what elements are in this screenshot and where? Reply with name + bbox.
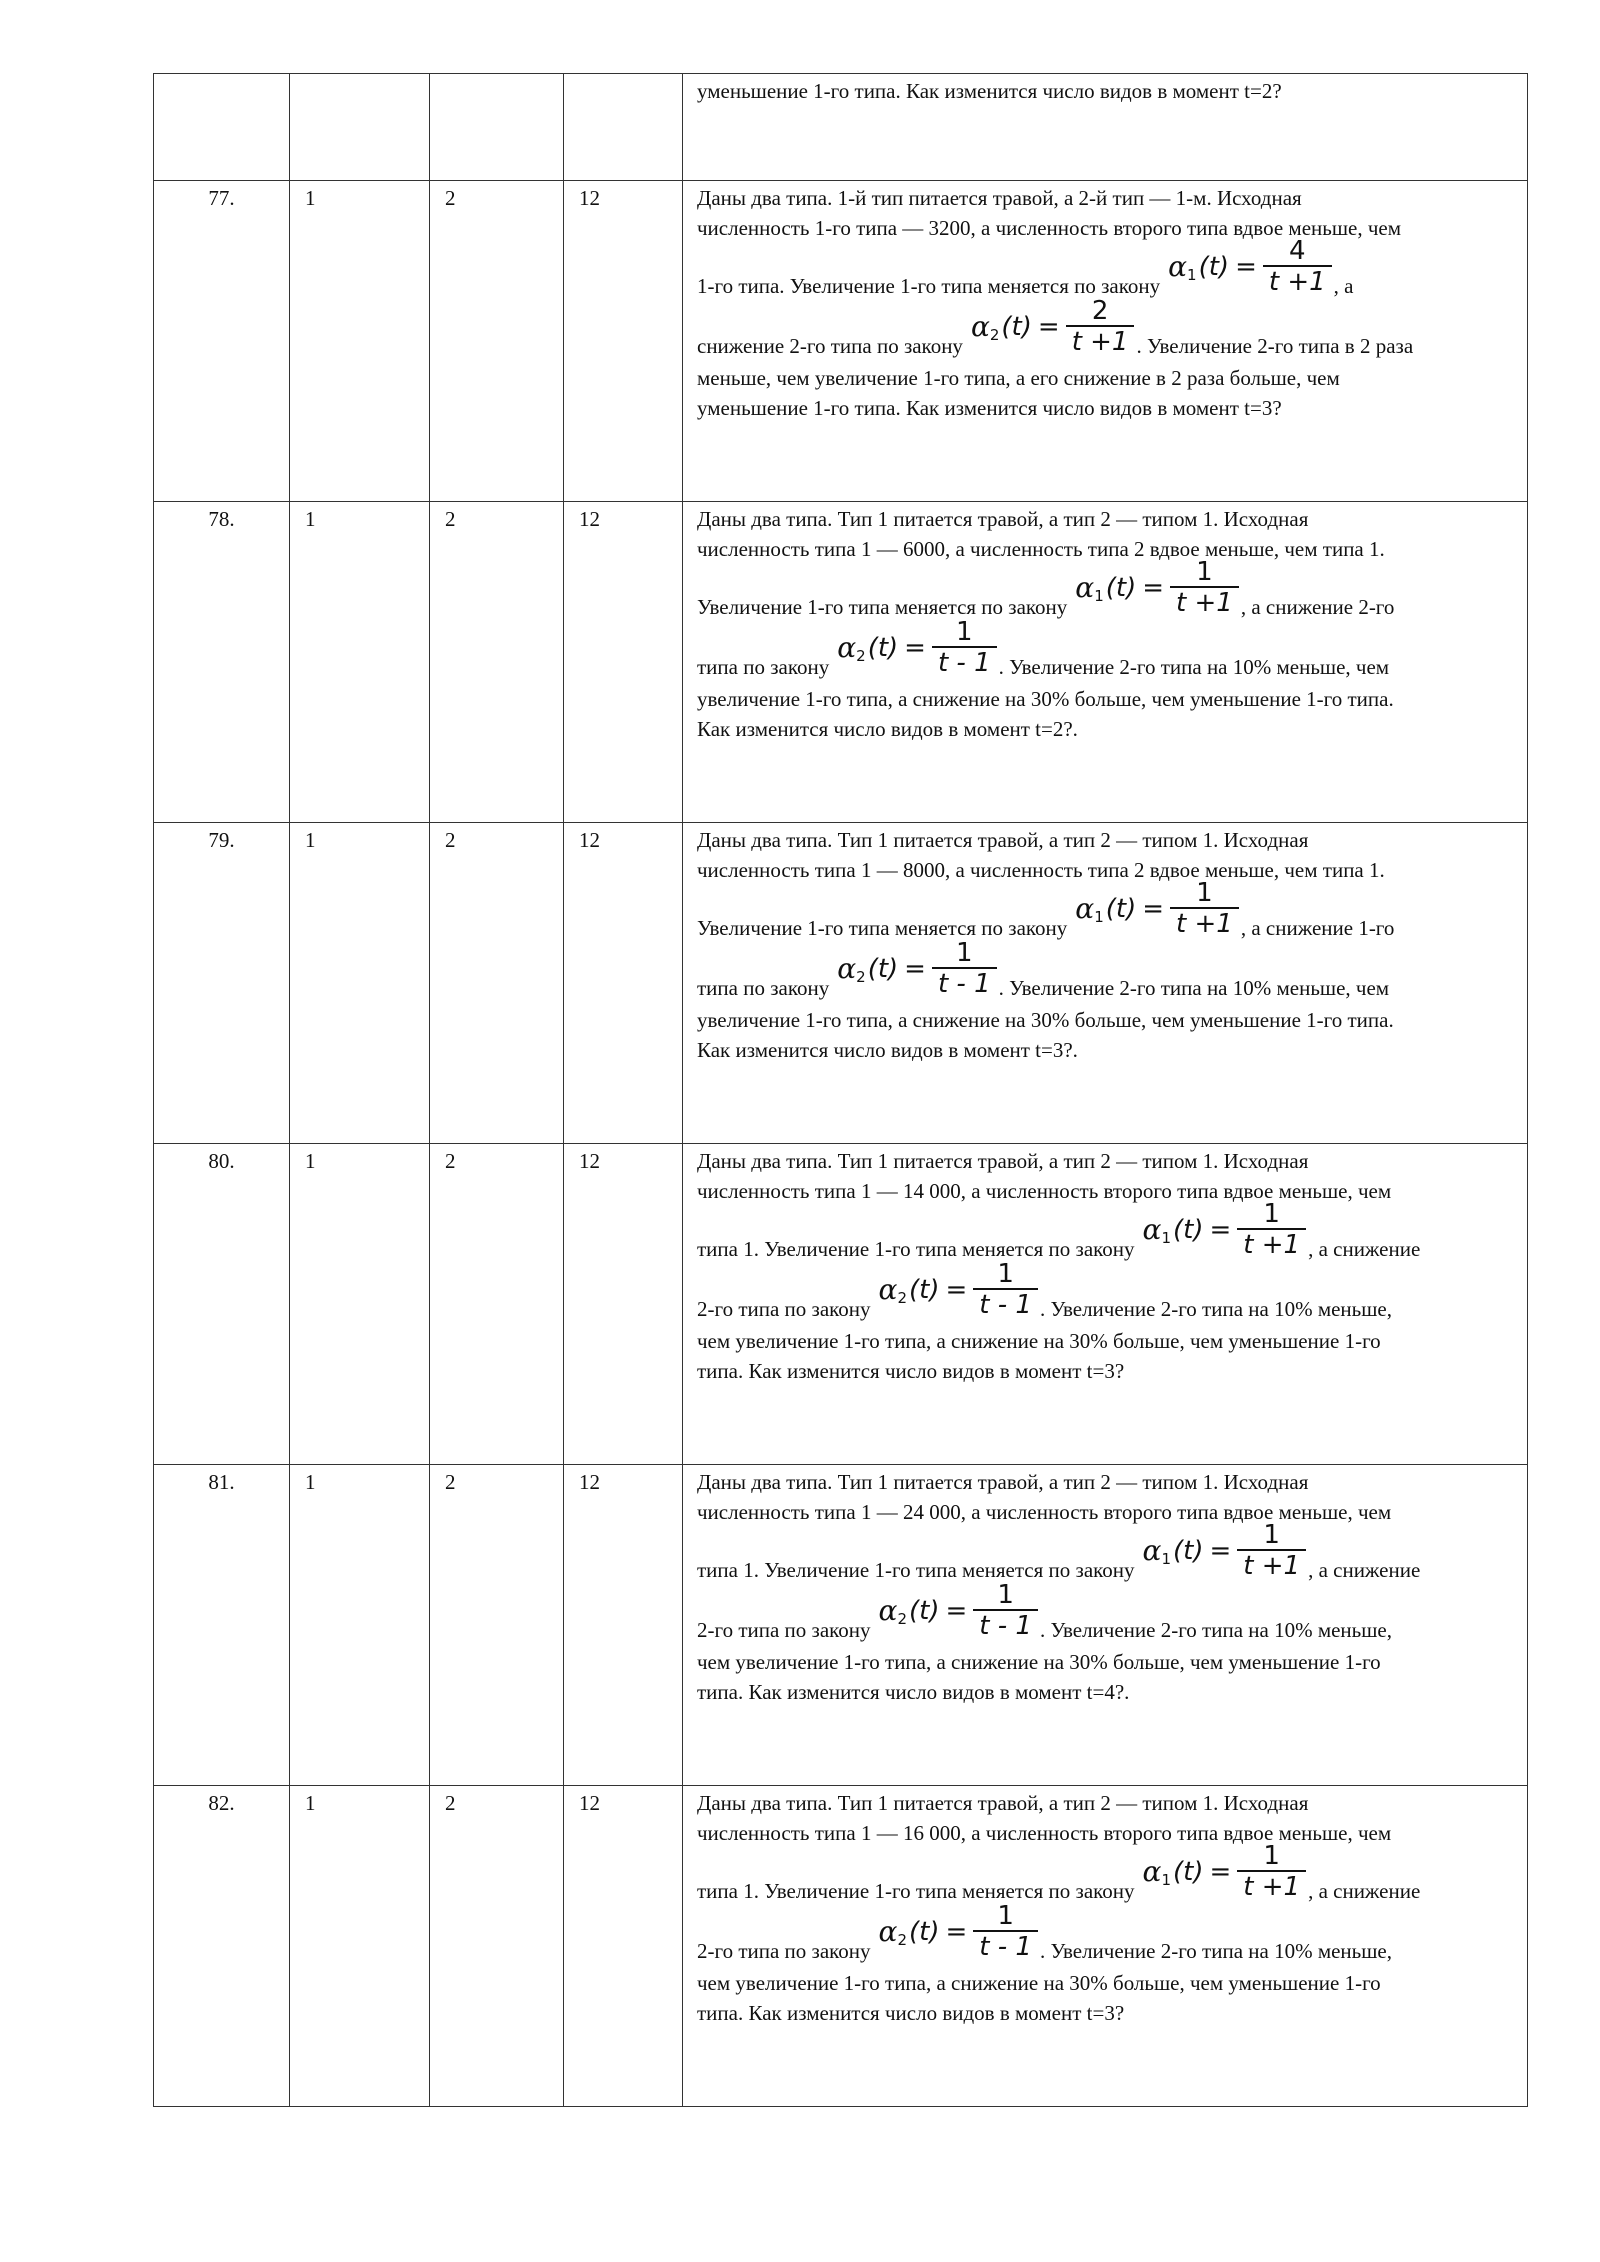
table-row [154,1465,1528,1786]
task-text-line: численность типа 1 — 8000, а численность типа 2 вдвое меньше, чем типа 1. [697,858,1385,882]
task-text-line: меньше, чем увеличение 1-го типа, а его снижение в 2 раза больше, чем [697,366,1340,390]
formula-trail-text: . Увеличение 2-го типа на 10% меньше, чем [998,655,1390,679]
formula-trail-text: , а снижение [1308,1879,1421,1903]
formula-symbol-arg: (t) [1105,573,1137,603]
value-cell [430,1144,564,1465]
task-number: 77. [208,186,235,210]
formula-lead-text: снижение 2-го типа по закону [697,334,963,358]
fraction [973,1260,1038,1320]
formula-symbol-eq: = [904,633,926,663]
formula-line-2 [697,296,1517,363]
task-number-cell [154,1786,290,2107]
value-b: 2 [445,1791,456,1815]
formula-line-2 [697,1901,1517,1968]
alpha2-formula [879,1581,1038,1641]
formula-lead-text: 1-го типа. Увеличение 1-го типа меняется по закону [697,274,1161,298]
formula-symbol-eq: = [904,954,926,984]
numerator: 1 [1263,1520,1280,1550]
value-cell [290,74,430,181]
formula-line-2 [697,938,1517,1005]
alpha1-formula [1075,879,1239,939]
formula-symbol-arg: (t) [1172,1857,1204,1887]
value-cell [564,1786,683,2107]
value-cell [564,74,683,181]
formula-symbol-sub1: 1 [1161,1229,1171,1247]
task-number: 81. [208,1470,235,1494]
alpha2-formula [879,1902,1038,1962]
value-c: 12 [579,1470,600,1494]
value-cell [564,1465,683,1786]
formula-line-2 [697,1259,1517,1326]
fraction [973,1581,1038,1641]
formula-symbol-alpha: α [1142,1855,1162,1888]
task-text-cell [683,502,1528,823]
value-cell [430,1465,564,1786]
value-b: 2 [445,186,456,210]
denominator: t +1 [1237,1228,1306,1260]
fraction [932,618,997,678]
formula-lead-text: типа 1. Увеличение 1-го типа меняется по закону [697,1879,1135,1903]
formula-symbol-arg: (t) [1172,1215,1204,1245]
formula-trail-text: . Увеличение 2-го типа на 10% меньше, [1039,1618,1392,1642]
task-text-line: уменьшение 1-го типа. Как изменится число видов в момент t=2? [697,79,1282,103]
formula-symbol-arg: (t) [909,1275,940,1305]
value-a: 1 [305,507,316,531]
formula-symbol-eq: = [1235,252,1257,282]
value-a: 1 [305,186,316,210]
task-number-cell [154,502,290,823]
numerator: 1 [956,617,973,647]
task-number: 80. [208,1149,235,1173]
formula-trail-text: . Увеличение 2-го типа на 10% меньше, [1039,1297,1392,1321]
value-cell [430,502,564,823]
task-text-cell [683,74,1528,181]
task-number: 82. [208,1791,235,1815]
numerator: 4 [1288,236,1306,266]
numerator: 1 [997,1259,1014,1289]
value-cell [430,1786,564,2107]
task-text-line: Даны два типа. Тип 1 питается травой, а тип 2 — типом 1. Исходная [697,507,1309,531]
task-text-line: чем увеличение 1-го типа, а снижение на 30% больше, чем уменьшение 1-го [697,1650,1381,1674]
formula-symbol-eq: = [1142,894,1165,924]
formula-lead-text: типа 1. Увеличение 1-го типа меняется по закону [697,1558,1135,1582]
task-text-line: типа. Как изменится число видов в момент t=4?. [697,1680,1130,1704]
value-cell [564,823,683,1144]
formula-symbol-eq: = [945,1917,968,1947]
formula-symbol-alpha: α [878,1273,898,1306]
task-text-line: уменьшение 1-го типа. Как изменится число видов в момент t=3? [697,396,1282,420]
formula-line-1 [697,878,1517,945]
alpha1-formula [1143,1521,1307,1581]
formula-symbol-sub1: 1 [1187,266,1197,284]
table-row [154,1144,1528,1465]
formula-symbol-arg: (t) [1172,1536,1204,1566]
formula-trail-text: . Увеличение 2-го типа на 10% меньше, чем [998,976,1390,1000]
numerator: 1 [1263,1841,1280,1871]
formula-symbol-eq: = [1209,1857,1232,1887]
value-c: 12 [579,507,600,531]
task-text-line: численность типа 1 — 24 000, а численность второго типа вдвое меньше, чем [697,1500,1392,1524]
denominator: t - 1 [973,1930,1038,1962]
task-text-cell [683,1465,1528,1786]
fraction [1237,1842,1306,1902]
task-text-line: увеличение 1-го типа, а снижение на 30% больше, чем уменьшение 1-го типа. [697,1008,1394,1032]
value-cell [430,74,564,181]
task-text-line: типа. Как изменится число видов в момент t=3? [697,2001,1125,2025]
formula-symbol-arg: (t) [909,1917,940,1947]
table-row [154,74,1528,181]
task-text-cell [683,1144,1528,1465]
formula-lead-text: типа по закону [697,655,830,679]
alpha1-formula [1143,1842,1307,1902]
table-row [154,1786,1528,2107]
formula-line-2 [697,1580,1517,1647]
denominator: t +1 [1237,1549,1306,1581]
formula-symbol-alpha: α [970,310,990,343]
formula-lead-text: 2-го типа по закону [697,1939,871,1963]
formula-symbol-arg: (t) [867,954,899,984]
formula-symbol-arg: (t) [1105,894,1137,924]
formula-symbol-eq: = [1209,1536,1232,1566]
task-text-line: численность типа 1 — 6000, а численность типа 2 вдвое меньше, чем типа 1. [697,537,1385,561]
value-b: 2 [445,507,456,531]
formula-symbol-eq: = [1037,312,1060,342]
formula-line-1 [697,236,1517,303]
task-text-line: численность типа 1 — 16 000, а численность второго типа вдвое меньше, чем [697,1821,1392,1845]
formula-lead-text: 2-го типа по закону [697,1297,871,1321]
formula-symbol-arg: (t) [909,1596,940,1626]
formula-symbol-alpha: α [1168,250,1188,283]
fraction [973,1902,1038,1962]
numerator: 1 [956,938,973,968]
alpha1-formula [1075,558,1239,618]
formula-symbol-arg: (t) [867,633,899,663]
value-cell [290,823,430,1144]
formula-line-1 [697,1520,1517,1587]
fraction [1170,558,1239,618]
value-cell [564,181,683,502]
formula-symbol-arg: (t) [1198,252,1230,282]
formula-symbol-alpha: α [878,1915,898,1948]
formula-symbol-sub2: 2 [989,326,1000,344]
formula-lead-text: Увеличение 1-го типа меняется по закону [697,595,1068,619]
denominator: t +1 [1263,265,1332,297]
task-text-line: Даны два типа. Тип 1 питается травой, а тип 2 — типом 1. Исходная [697,1791,1309,1815]
fraction [1237,1200,1306,1260]
task-text-line: чем увеличение 1-го типа, а снижение на 30% больше, чем уменьшение 1-го [697,1971,1381,1995]
formula-symbol-alpha: α [1142,1534,1162,1567]
formula-lead-text: типа по закону [697,976,830,1000]
table-row [154,823,1528,1144]
formula-symbol-sub1: 1 [1161,1550,1171,1568]
task-number-cell [154,74,290,181]
numerator: 1 [1196,878,1213,908]
value-cell [290,1786,430,2107]
formula-symbol-alpha: α [1142,1213,1162,1246]
alpha2-formula [837,618,996,678]
formula-symbol-eq: = [945,1596,968,1626]
value-cell [564,1144,683,1465]
numerator: 1 [997,1901,1014,1931]
value-c: 12 [579,1149,600,1173]
formula-line-1 [697,1841,1517,1908]
value-cell [290,1144,430,1465]
formula-symbol-eq: = [1142,573,1165,603]
value-cell [290,181,430,502]
value-c: 12 [579,828,600,852]
denominator: t - 1 [973,1609,1038,1641]
value-cell [430,823,564,1144]
table-row [154,181,1528,502]
task-text-line: численность 1-го типа — 3200, а численность второго типа вдвое меньше, чем [697,216,1401,240]
task-text-cell [683,823,1528,1144]
formula-line-1 [697,1199,1517,1266]
table-row [154,502,1528,823]
task-number-cell [154,1465,290,1786]
value-c: 12 [579,186,600,210]
task-text-line: увеличение 1-го типа, а снижение на 30% больше, чем уменьшение 1-го типа. [697,687,1394,711]
fraction [1170,879,1239,939]
value-c: 12 [579,1791,600,1815]
formula-symbol-sub2: 2 [856,968,866,986]
formula-symbol-eq: = [1209,1215,1232,1245]
value-cell [564,502,683,823]
denominator: t +1 [1170,907,1239,939]
formula-symbol-sub1: 1 [1094,587,1104,605]
value-a: 1 [305,1149,316,1173]
value-b: 2 [445,1470,456,1494]
denominator: t - 1 [932,646,997,678]
formula-symbol-arg: (t) [1001,312,1032,342]
formula-trail-text: , а [1333,274,1354,298]
value-a: 1 [305,1470,316,1494]
formula-trail-text: , а снижение [1308,1558,1421,1582]
task-text-line: численность типа 1 — 14 000, а численность второго типа вдвое меньше, чем [697,1179,1392,1203]
formula-lead-text: типа 1. Увеличение 1-го типа меняется по закону [697,1237,1135,1261]
value-a: 1 [305,828,316,852]
formula-symbol-alpha: α [1075,892,1095,925]
alpha1-formula [1143,1200,1307,1260]
formula-symbol-alpha: α [837,631,857,664]
numerator: 1 [1196,557,1213,587]
task-text-line: типа. Как изменится число видов в момент t=3? [697,1359,1125,1383]
task-number-cell [154,1144,290,1465]
formula-symbol-sub2: 2 [856,647,866,665]
fraction [1066,297,1135,357]
value-cell [290,502,430,823]
formula-lead-text: Увеличение 1-го типа меняется по закону [697,916,1068,940]
formula-symbol-sub1: 1 [1094,908,1104,926]
formula-line-2 [697,617,1517,684]
fraction [1237,1521,1306,1581]
alpha1-formula [1168,237,1332,297]
formula-symbol-alpha: α [1075,571,1095,604]
task-number: 78. [208,507,235,531]
task-text-line: Даны два типа. 1-й тип питается травой, а 2-й тип — 1-м. Исходная [697,186,1302,210]
formula-trail-text: . Увеличение 2-го типа на 10% меньше, [1039,1939,1392,1963]
task-text-line: Даны два типа. Тип 1 питается травой, а тип 2 — типом 1. Исходная [697,828,1309,852]
formula-lead-text: 2-го типа по закону [697,1618,871,1642]
formula-symbol-sub1: 1 [1161,1871,1171,1889]
value-b: 2 [445,1149,456,1173]
numerator: 1 [997,1580,1014,1610]
task-text-line: чем увеличение 1-го типа, а снижение на 30% больше, чем уменьшение 1-го [697,1329,1381,1353]
formula-trail-text: , а снижение 2-го [1240,595,1395,619]
formula-symbol-eq: = [945,1275,968,1305]
formula-symbol-alpha: α [878,1594,898,1627]
task-text-cell [683,1786,1528,2107]
task-text-line: Как изменится число видов в момент t=2?. [697,717,1078,741]
tasks-table [153,73,1528,2107]
denominator: t +1 [1170,586,1239,618]
fraction [932,939,997,999]
alpha2-formula [879,1260,1038,1320]
formula-symbol-sub2: 2 [897,1610,908,1628]
denominator: t - 1 [973,1288,1038,1320]
value-cell [290,1465,430,1786]
formula-line-1 [697,557,1517,624]
denominator: t +1 [1237,1870,1306,1902]
alpha2-formula [837,939,996,999]
alpha2-formula [971,297,1135,357]
formula-symbol-sub2: 2 [897,1289,908,1307]
value-a: 1 [305,1791,316,1815]
task-number: 79. [208,828,235,852]
formula-trail-text: . Увеличение 2-го типа в 2 раза [1136,334,1414,358]
value-b: 2 [445,828,456,852]
task-number-cell [154,823,290,1144]
formula-symbol-sub2: 2 [897,1931,908,1949]
denominator: t +1 [1066,325,1135,357]
value-cell [430,181,564,502]
numerator: 2 [1091,296,1109,326]
task-text-line: Даны два типа. Тип 1 питается травой, а тип 2 — типом 1. Исходная [697,1149,1309,1173]
task-text-cell [683,181,1528,502]
fraction [1263,237,1332,297]
task-text-line: Как изменится число видов в момент t=3?. [697,1038,1078,1062]
numerator: 1 [1263,1199,1280,1229]
formula-trail-text: , а снижение [1308,1237,1421,1261]
denominator: t - 1 [932,967,997,999]
formula-symbol-alpha: α [837,952,857,985]
task-text-line: Даны два типа. Тип 1 питается травой, а тип 2 — типом 1. Исходная [697,1470,1309,1494]
formula-trail-text: , а снижение 1-го [1240,916,1395,940]
task-number-cell [154,181,290,502]
